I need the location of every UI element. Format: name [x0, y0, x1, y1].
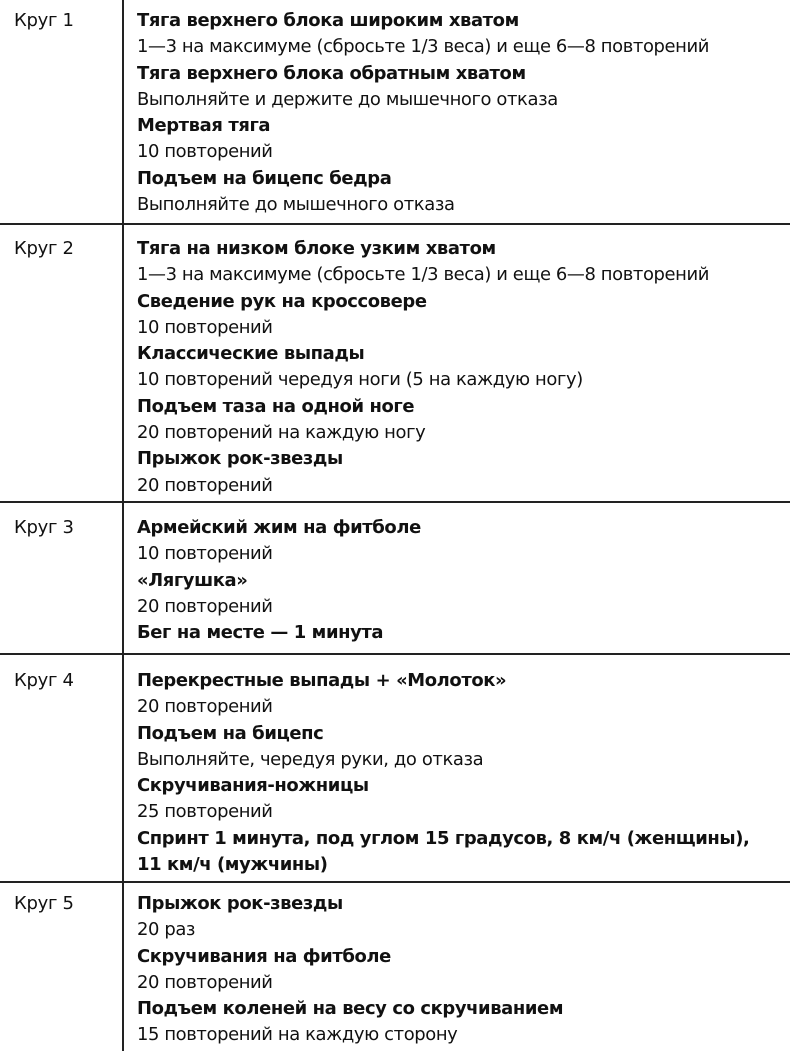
exercise-instruction: 10 повторений: [137, 316, 273, 338]
exercise-name: Подъем таза на одной ноге: [137, 395, 415, 417]
exercise-instruction: Выполняйте, чередуя руки, до отказа: [137, 748, 484, 770]
exercise-instruction: 20 раз: [137, 919, 196, 941]
exercise-instruction: 20 повторений: [137, 595, 273, 617]
exercise-name: «Лягушка»: [137, 569, 248, 591]
exercise-instruction: Выполняйте до мышечного отказа: [137, 194, 455, 216]
exercise-instruction: 20 повторений: [137, 696, 273, 718]
exercise-instruction: 10 повторений: [137, 141, 273, 163]
round-label: Круг 5: [14, 893, 74, 914]
exercise-instruction: 25 повторений: [137, 801, 273, 823]
round-label: Круг 2: [14, 238, 74, 259]
round-exercises: [137, 236, 786, 499]
round-label: Круг 4: [14, 670, 74, 691]
round-label: Круг 1: [14, 10, 74, 31]
exercise-instruction: 10 повторений: [137, 543, 273, 565]
exercise-name: Прыжок рок-звезды: [137, 448, 343, 470]
exercise-name: Тяга верхнего блока обратным хватом: [137, 62, 526, 84]
round-exercises: [137, 8, 786, 218]
exercise-instruction: Выполняйте и держите до мышечного отказа: [137, 88, 558, 110]
round-row: [0, 883, 790, 1051]
exercise-name: Прыжок рок-звезды: [137, 893, 343, 914]
exercise-instruction: 10 повторений чередуя ноги (5 на каждую ногу): [137, 369, 583, 391]
round-exercises: [137, 515, 786, 646]
round-exercises: [137, 891, 786, 1049]
exercise-name: Мертвая тяга: [137, 115, 271, 137]
exercise-instruction: 1—3 на максимуме (сбросьте 1/3 веса) и еще 6—8 повторений: [137, 36, 710, 58]
column-divider: [122, 225, 124, 501]
round-label: Круг 3: [14, 517, 74, 538]
round-exercises: [137, 668, 786, 878]
column-divider: [122, 655, 124, 881]
exercise-name: Тяга на низком блоке узким хватом: [137, 238, 496, 259]
exercise-instruction: 20 повторений: [137, 474, 273, 496]
exercise-instruction: 20 повторений на каждую ногу: [137, 422, 426, 444]
column-divider: [122, 883, 124, 1051]
exercise-name: Подъем на бицепс бедра: [137, 167, 392, 189]
exercise-instruction: 20 повторений: [137, 971, 273, 993]
exercise-instruction: 15 повторений на каждую сторону: [137, 1024, 458, 1046]
exercise-name: Подъем на бицепс: [137, 722, 324, 744]
exercise-name: Классические выпады: [137, 343, 365, 365]
exercise-name: Сведение рук на кроссовере: [137, 290, 427, 312]
round-row: [0, 655, 790, 883]
exercise-name: Тяга верхнего блока широким хватом: [137, 10, 519, 31]
exercise-name: Бег на месте — 1 минута: [137, 622, 384, 644]
round-row: [0, 503, 790, 655]
exercise-name: Перекрестные выпады + «Молоток»: [137, 670, 507, 691]
exercise-instruction: 1—3 на максимуме (сбросьте 1/3 веса) и еще 6—8 повторений: [137, 264, 710, 286]
exercise-name: Армейский жим на фитболе: [137, 517, 421, 538]
exercise-name: 11 км/ч (мужчины): [137, 854, 328, 876]
column-divider: [122, 0, 124, 223]
round-row: [0, 0, 790, 225]
exercise-name: Подъем коленей на весу со скручиванием: [137, 998, 564, 1020]
column-divider: [122, 503, 124, 653]
round-row: [0, 225, 790, 503]
exercise-name: Скручивания на фитболе: [137, 945, 391, 967]
exercise-name: Скручивания-ножницы: [137, 775, 369, 797]
exercise-name: Спринт 1 минута, под углом 15 градусов, 8 км/ч (женщины),: [137, 827, 750, 849]
